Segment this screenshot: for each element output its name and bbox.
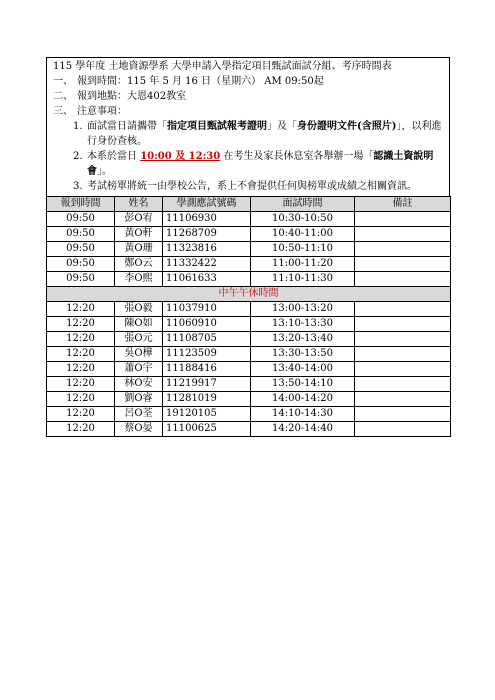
schedule-table [46, 196, 451, 437]
lunch-break-label: 中午午休時間 [47, 287, 451, 302]
table-row [47, 242, 451, 257]
checkin-time-row [53, 74, 445, 89]
note-text: 面試當日請攜帶「指定項目甄試報考證明」及「身份證明文件(含照片)」，以利進行身份查核。 [87, 121, 442, 147]
remark-cell [355, 362, 451, 377]
table-row [47, 422, 451, 437]
exam-number-cell: 11123509 [163, 347, 251, 362]
remark-cell [355, 392, 451, 407]
exam-number-cell: 19120105 [163, 407, 251, 422]
exam-number-cell: 11332422 [163, 257, 251, 272]
checkin-time-cell: 12:20 [47, 362, 115, 377]
note-item [73, 149, 445, 179]
exam-number-cell: 11281019 [163, 392, 251, 407]
interview-time-cell: 10:50-11:10 [251, 242, 355, 257]
checkin-time-cell: 09:50 [47, 272, 115, 287]
table-row [47, 392, 451, 407]
item-number: 二、 [53, 91, 73, 102]
table-row [47, 377, 451, 392]
interview-time-cell: 10:30-10:50 [251, 212, 355, 227]
note-item [73, 119, 445, 149]
interview-time-cell: 13:10-13:30 [251, 317, 355, 332]
exam-number-cell: 11219917 [163, 377, 251, 392]
checkin-time-cell: 09:50 [47, 212, 115, 227]
exam-number-cell: 11106930 [163, 212, 251, 227]
checkin-time-cell: 12:20 [47, 317, 115, 332]
exam-number-cell: 11108705 [163, 332, 251, 347]
column-header: 姓名 [115, 197, 163, 212]
exam-number-cell: 11037910 [163, 302, 251, 317]
interview-time-cell: 14:10-14:30 [251, 407, 355, 422]
remark-cell [355, 302, 451, 317]
remark-cell [355, 227, 451, 242]
exam-number-cell: 11268709 [163, 227, 251, 242]
table-row [47, 332, 451, 347]
note-number: 1. [73, 121, 83, 132]
name-cell: 李O熙 [115, 272, 163, 287]
checkin-time-cell: 12:20 [47, 377, 115, 392]
table-row [47, 212, 451, 227]
note-text: 考試榜單將統一由學校公告，系上不會提供任何與榜單或成績之相關資訊。 [87, 181, 417, 192]
exam-number-cell: 11100625 [163, 422, 251, 437]
name-cell: 吳O樺 [115, 347, 163, 362]
notes-heading-row [53, 104, 445, 119]
exam-number-cell: 11188416 [163, 362, 251, 377]
session-times: 10:00 及 12:30 [140, 151, 221, 162]
exam-number-cell: 11061633 [163, 272, 251, 287]
document-title: 115 學年度 土地資源學系 大學申請入學指定項目甄試面試分組、考序時間表 [53, 61, 392, 72]
name-cell: 蕭O宇 [115, 362, 163, 377]
remark-cell [355, 347, 451, 362]
interview-time-cell: 11:10-11:30 [251, 272, 355, 287]
name-cell: 陳O如 [115, 317, 163, 332]
table-row [47, 407, 451, 422]
item-number: 三、 [53, 106, 73, 117]
table-row [47, 227, 451, 242]
interview-time-cell: 13:50-14:10 [251, 377, 355, 392]
column-header: 報到時間 [47, 197, 115, 212]
remark-cell [355, 317, 451, 332]
name-cell: 彭O宥 [115, 212, 163, 227]
notes-list [53, 119, 445, 194]
checkin-location-text: 報到地點：大恩402教室 [77, 91, 187, 102]
column-header: 學測應試號碼 [163, 197, 251, 212]
name-cell: 鄭O云 [115, 257, 163, 272]
checkin-time-cell: 12:20 [47, 302, 115, 317]
remark-cell [355, 242, 451, 257]
table-row [47, 347, 451, 362]
remark-cell [355, 212, 451, 227]
table-row [47, 317, 451, 332]
checkin-time-cell: 12:20 [47, 392, 115, 407]
checkin-time-cell: 12:20 [47, 422, 115, 437]
table-row [47, 302, 451, 317]
name-cell: 黃O珊 [115, 242, 163, 257]
name-cell: 張O毅 [115, 302, 163, 317]
interview-time-cell: 14:20-14:40 [251, 422, 355, 437]
checkin-time-text: 報到時間：115 年 5 月 16 日（星期六） AM 09:50起 [77, 76, 324, 87]
interview-time-cell: 13:00-13:20 [251, 302, 355, 317]
checkin-time-cell: 09:50 [47, 242, 115, 257]
column-header: 備註 [355, 197, 451, 212]
name-cell: 蔡O晏 [115, 422, 163, 437]
remark-cell [355, 272, 451, 287]
checkin-time-cell: 12:20 [47, 332, 115, 347]
note-text: 本系於當日 10:00 及 12:30 在考生及家長休息室各舉辦一場「認識土資說明會」。 [87, 151, 434, 177]
header-box [46, 57, 450, 196]
note-number: 3. [73, 181, 83, 192]
name-cell: 張O元 [115, 332, 163, 347]
schedule-document [46, 57, 450, 437]
checkin-time-cell: 09:50 [47, 257, 115, 272]
note-number: 2. [73, 151, 83, 162]
table-row [47, 272, 451, 287]
remark-cell [355, 257, 451, 272]
name-cell: 劉O睿 [115, 392, 163, 407]
exam-number-cell: 11323816 [163, 242, 251, 257]
checkin-time-cell: 09:50 [47, 227, 115, 242]
name-cell: 黃O軒 [115, 227, 163, 242]
note-item [73, 179, 445, 194]
table-row [47, 362, 451, 377]
remark-cell [355, 422, 451, 437]
interview-time-cell: 13:40-14:00 [251, 362, 355, 377]
column-header: 面試時間 [251, 197, 355, 212]
interview-time-cell: 14:00-14:20 [251, 392, 355, 407]
remark-cell [355, 332, 451, 347]
table-row [47, 257, 451, 272]
table-header-row [47, 197, 451, 212]
checkin-time-cell: 12:20 [47, 347, 115, 362]
checkin-location-row [53, 89, 445, 104]
lunch-break-row [47, 287, 451, 302]
interview-time-cell: 11:00-11:20 [251, 257, 355, 272]
notes-heading: 注意事項： [77, 106, 127, 117]
exam-number-cell: 11060910 [163, 317, 251, 332]
interview-time-cell: 13:30-13:50 [251, 347, 355, 362]
name-cell: 林O安 [115, 377, 163, 392]
interview-time-cell: 10:40-11:00 [251, 227, 355, 242]
item-number: 一、 [53, 76, 73, 87]
interview-time-cell: 13:20-13:40 [251, 332, 355, 347]
checkin-time-cell: 12:20 [47, 407, 115, 422]
remark-cell [355, 407, 451, 422]
remark-cell [355, 377, 451, 392]
name-cell: 呂O荃 [115, 407, 163, 422]
